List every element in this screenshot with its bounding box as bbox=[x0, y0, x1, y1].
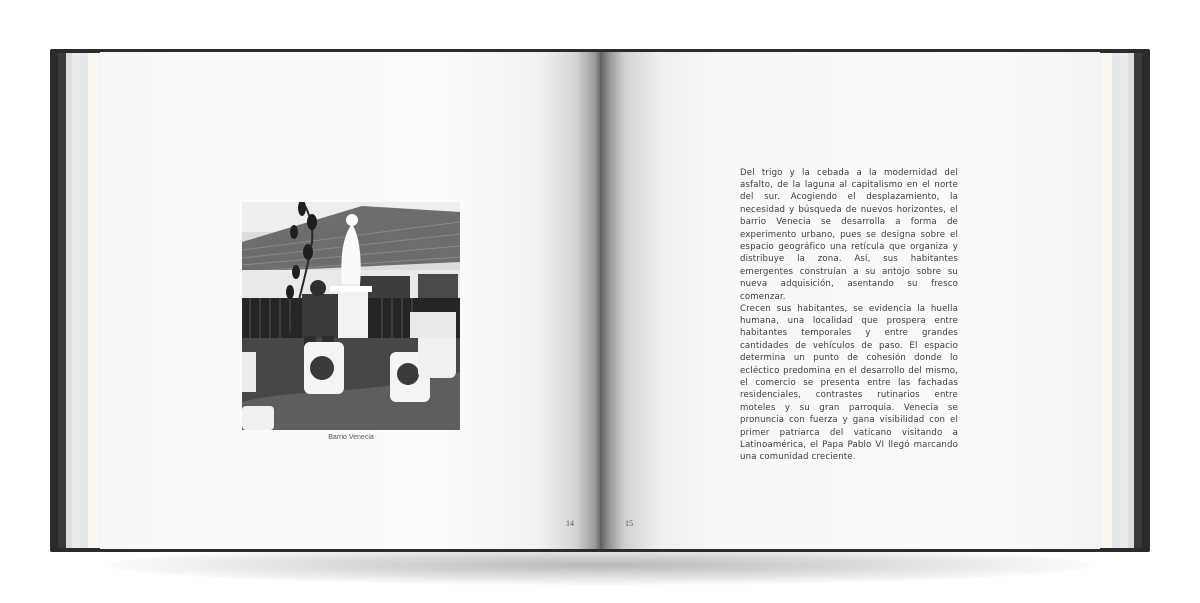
left-page bbox=[100, 52, 600, 549]
photo-barrio-venecia bbox=[242, 202, 460, 430]
paragraph-2: Crecen sus habitantes, se evidencia la huella humana, una localidad que prospera entre habitantes temporales y entre grandes cantidades de vehículos de paso. El espacio determina un punto de cohesión donde lo ecléctico predomina en el desarrollo del mismo, el comercio se presenta entre las fachadas residenciales, contrastes rutinarios entre moteles y su gran parroquia. Venecia se pronuncia con fuerza y gana visibilidad con el primer patriarca del vaticano visitando a Latinoamérica, el Papa Pablo VI llegó marcando una comunidad creciente. bbox=[740, 303, 958, 463]
paragraph-1: Del trigo y la cebada a la modernidad del asfalto, de la laguna al capitalismo en el norte del sur. Acogiendo el desplazamiento, la necesidad y búsqueda de nuevos horizontes, el barrio Venecia se desarrolla a forma de experimento urbano, pues se designa sobre el espacio geográfico una retícula que organiza y distribuye la zona. Así, sus habitantes emergentes construían a su antojo sobre su nueva adquisición, asentando su fresco comenzar. bbox=[740, 167, 958, 302]
page-number-right: 15 bbox=[625, 519, 633, 528]
right-page bbox=[600, 52, 1100, 549]
photo-caption: Barrio Venecia bbox=[328, 434, 374, 441]
page-number-left: 14 bbox=[566, 519, 574, 528]
